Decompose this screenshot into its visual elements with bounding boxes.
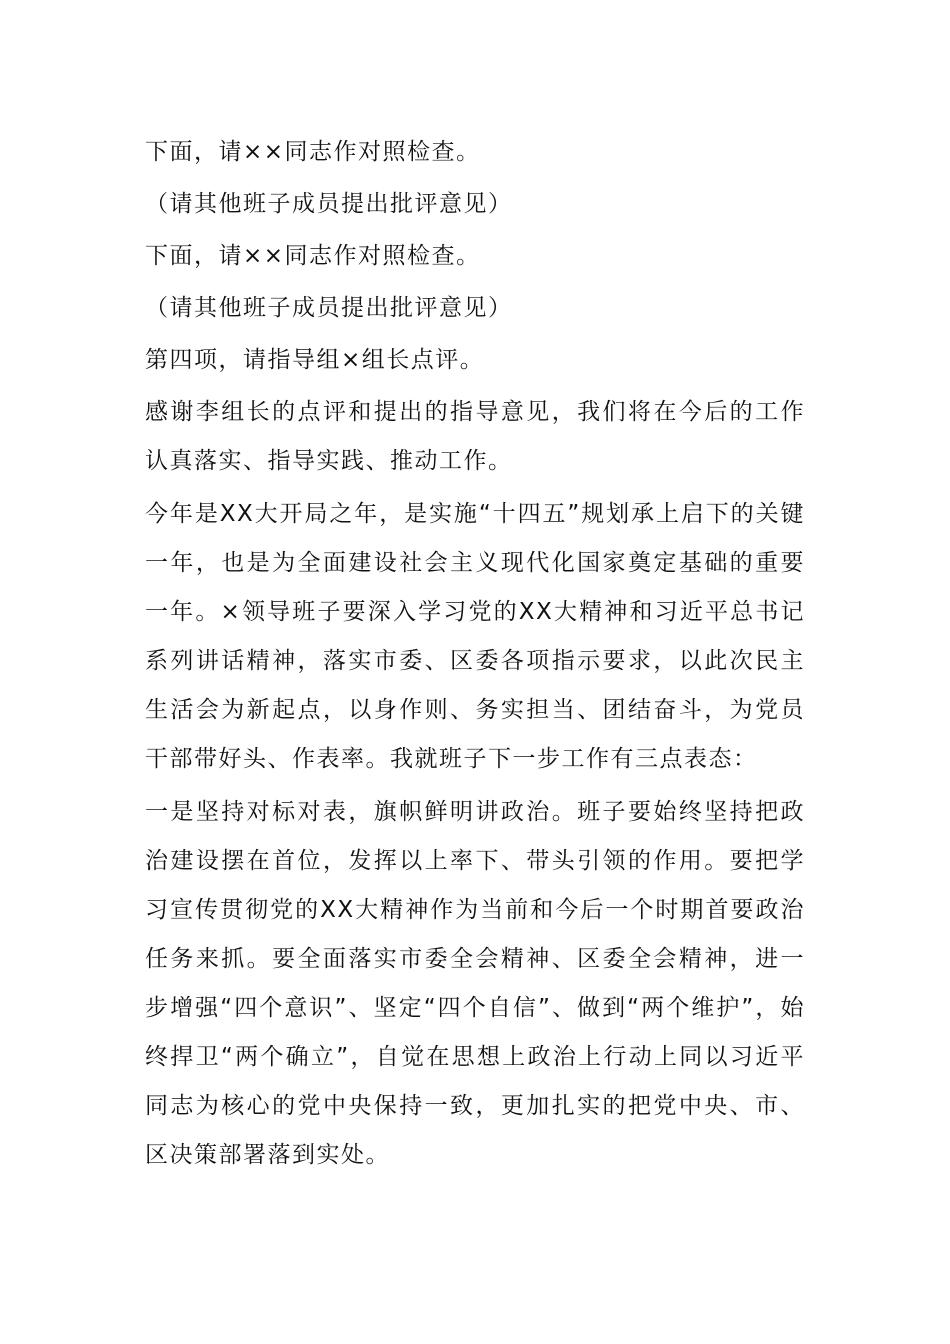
paragraph-point-one: 一是坚持对标对表，旗帜鲜明讲政治。班子要始终坚持把政治建设摆在首位，发挥以上率下、带头引领的作用。要把学习宣传贯彻党的XX大精神作为当前和今后一个时期首要政治任务来抓。要全面落实市委全会精神、区委全会精神，进一步增强“四个意识”、坚定“四个自信”、做到“两个维护”，始终捍卫“两个确立”，自觉在思想上政治上行动上同以习近平同志为核心的党中央保持一致，更加扎实的把党中央、市、区决策部署落到实处。 [145, 799, 805, 1168]
document-body [145, 128, 805, 1184]
paragraph-item-four: 第四项，请指导组×组长点评。 [145, 347, 485, 373]
paragraph-inspection-1: 下面，请××同志作对照检查。 [145, 139, 481, 165]
paragraph-criticism-note-2: （请其他班子成员提出批评意见） [145, 295, 513, 321]
paragraph-thanks: 感谢李组长的点评和提出的指导意见，我们将在今后的工作认真落实、指导实践、推动工作。 [145, 399, 805, 474]
paragraph-this-year: 今年是XX大开局之年，是实施“十四五”规划承上启下的关键一年，也是为全面建设社会主义现代化国家奠定基础的重要一年。×领导班子要深入学习党的XX大精神和习近平总书记系列讲话精神，落实市委、区委各项指示要求，以此次民主生活会为新起点，以身作则、务实担当、团结奋斗，为党员干部带好头、作表率。我就班子下一步工作有三点表态： [145, 501, 805, 772]
paragraph-criticism-note-1: （请其他班子成员提出批评意见） [145, 191, 513, 217]
paragraph-inspection-2: 下面，请××同志作对照检查。 [145, 243, 481, 269]
